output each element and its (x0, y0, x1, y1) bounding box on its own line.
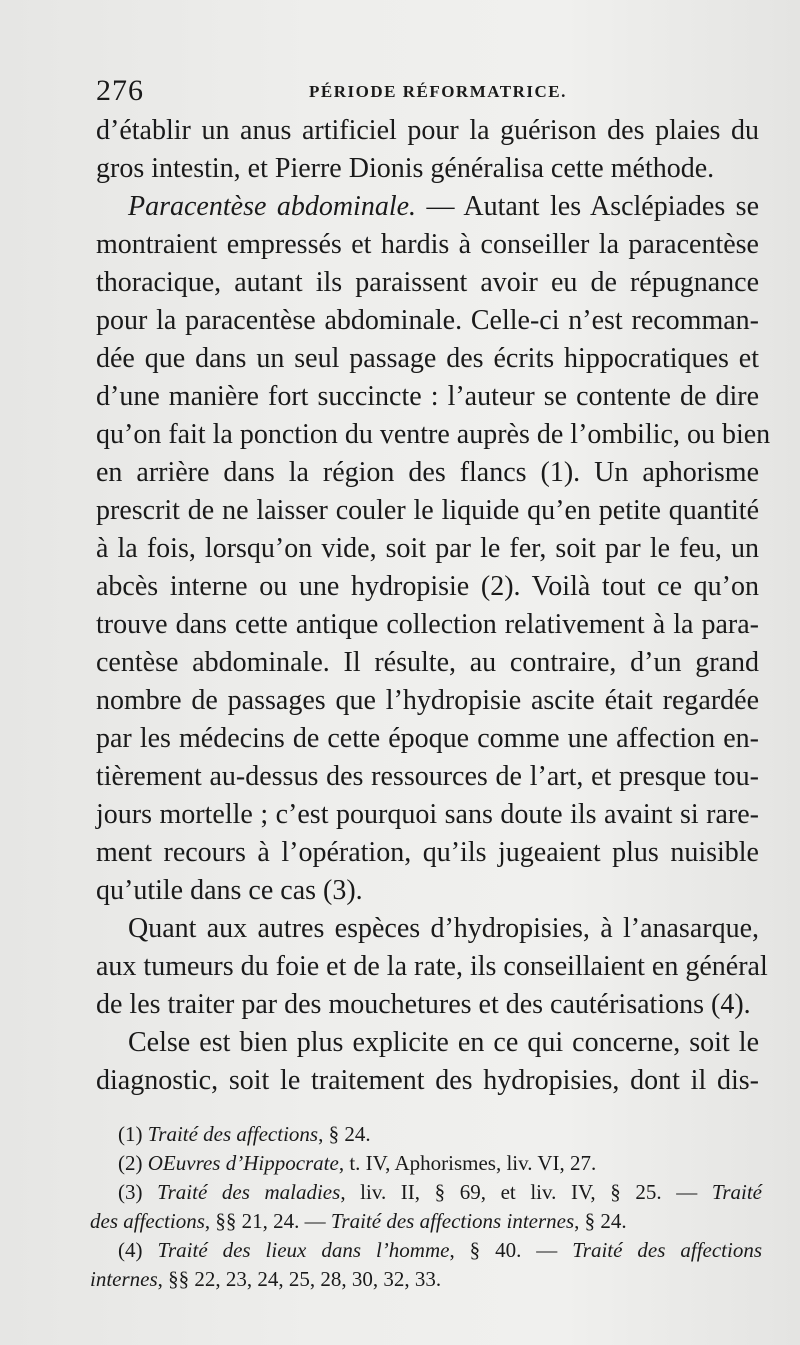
footnote-title: des affections (90, 1209, 205, 1233)
footnote-text: , liv. II, § 69, et liv. IV, § 25. — (340, 1180, 712, 1204)
text-line: par les médecins de cette époque comme une affection en- (96, 723, 759, 754)
section-heading-line (96, 188, 759, 226)
text-line: gros intestin, et Pierre Dionis généralisa cette méthode. (96, 153, 715, 184)
text-line: diagnostic, soit le traitement des hydropisies, dont il dis- (96, 1065, 759, 1096)
text-line: jours mortelle ; c’est pourquoi sans doute ils avaint si rare- (96, 799, 759, 830)
footnote-title: Traité (711, 1180, 762, 1204)
text-span: — Autant les Asclépiades se (416, 191, 760, 222)
text-line: prescrit de ne laisser couler le liquide qu’en petite quantité (96, 495, 759, 526)
footnote-text: , § 40. — (449, 1238, 573, 1262)
text-line: Quant aux autres espèces d’hydropisies, à l’anasarque, (128, 913, 759, 944)
text-line: centèse abdominale. Il résulte, au contraire, d’un grand (96, 647, 759, 678)
footnote-title: Traité des maladies (157, 1180, 341, 1204)
footnote-4 (90, 1236, 762, 1265)
text-line: dée que dans un seul passage des écrits hippocratiques et (96, 343, 759, 374)
text-line: trouve dans cette antique collection relativement à la para- (96, 609, 759, 640)
running-head: PÉRIODE RÉFORMATRICE. (309, 82, 567, 101)
footnote-title: Traité des lieux dans l’homme (157, 1238, 450, 1262)
text-line: pour la paracentèse abdominale. Celle-ci n’est recomman- (96, 305, 759, 336)
footnote-text: , t. IV, Aphorismes, liv. VI, 27. (338, 1151, 597, 1175)
footnote-title: Traité des affections (572, 1238, 763, 1262)
footnote-title: internes (90, 1267, 158, 1291)
footnote-text: , §§ 22, 23, 24, 25, 28, 30, 32, 33. (157, 1267, 442, 1291)
footnote-number: (1) (118, 1122, 143, 1146)
text-line: de les traiter par des mouchetures et des cautérisations (4). (96, 989, 751, 1020)
footnote-number: (2) (118, 1151, 143, 1175)
text-line: qu’utile dans ce cas (3). (96, 875, 363, 906)
footnote-text: , § 24. (318, 1122, 371, 1146)
footnote-3-continued (90, 1207, 762, 1236)
text-line: d’établir un anus artificiel pour la guérison des plaies du (96, 115, 759, 146)
footnotes (90, 1120, 762, 1294)
text-line: ment recours à l’opération, qu’ils jugeaient plus nuisible (96, 837, 759, 868)
footnote-title: OEuvres d’Hippocrate (147, 1151, 339, 1175)
footnote-4-continued (90, 1265, 762, 1294)
footnote-number: (3) (118, 1180, 143, 1204)
text-line: montraient empressés et hardis à conseiller la paracentèse (96, 229, 759, 260)
text-line: d’une manière fort succincte : l’auteur se contente de dire (96, 381, 759, 412)
footnote-2 (90, 1149, 762, 1178)
text-line: à la fois, lorsqu’on vide, soit par le fer, soit par le feu, un (96, 533, 759, 564)
text-line: qu’on fait la ponction du ventre auprès de l’ombilic, ou bien (96, 419, 771, 450)
footnote-3 (90, 1178, 762, 1207)
footnote-text: , § 24. (574, 1209, 627, 1233)
text-line: thoracique, autant ils paraissent avoir eu de répugnance (96, 267, 759, 298)
footnote-number: (4) (118, 1238, 143, 1262)
footnote-title: Traité des affections (147, 1122, 319, 1146)
footnote-title: Traité des affections internes (330, 1209, 575, 1233)
text-line: nombre de passages que l’hydropisie ascite était regardée (96, 685, 759, 716)
page-header (96, 74, 756, 114)
footnote-1 (90, 1120, 762, 1149)
text-line: abcès interne ou une hydropisie (2). Voilà tout ce qu’on (96, 571, 759, 602)
footnote-text: , §§ 21, 24. — (204, 1209, 331, 1233)
section-heading: Paracentèse abdominale. (128, 191, 417, 222)
text-line: aux tumeurs du foie et de la rate, ils conseillaient en général (96, 951, 768, 982)
text-line: en arrière dans la région des flancs (1). Un aphorisme (96, 457, 759, 488)
text-line: tièrement au-dessus des ressources de l’art, et presque tou- (96, 761, 759, 792)
body-text (96, 112, 771, 1100)
text-line: Celse est bien plus explicite en ce qui concerne, soit le (128, 1027, 759, 1058)
page-number: 276 (96, 74, 144, 107)
